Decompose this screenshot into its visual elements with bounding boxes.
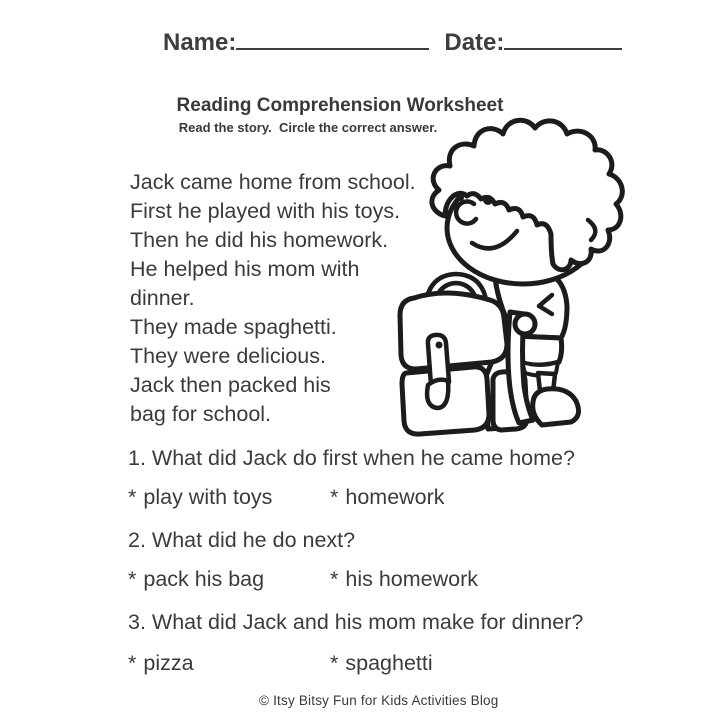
- story-line: They were delicious.: [130, 344, 326, 368]
- story-line: Jack then packed his: [130, 373, 331, 397]
- option-label: his homework: [345, 567, 479, 591]
- story-text: [130, 168, 416, 429]
- boy-hand: [515, 314, 535, 334]
- story-line: bag for school.: [130, 402, 272, 426]
- question-3-option-1[interactable]: [128, 651, 194, 676]
- backpack-flap: [400, 293, 507, 369]
- boy-eye-right: [483, 195, 493, 205]
- question-2-option-1[interactable]: [128, 567, 264, 592]
- story-line: Jack came home from school.: [130, 170, 416, 194]
- instructions-text: Read the story. Circle the correct answer.: [178, 120, 438, 135]
- asterisk-bullet: *: [128, 651, 137, 675]
- page-title: Reading Comprehension Worksheet: [176, 95, 504, 116]
- option-label: play with toys: [143, 485, 273, 509]
- question-1-text: 1. What did Jack do first when he came home?: [128, 446, 575, 470]
- boy-shoe: [533, 389, 579, 425]
- question-2-text: 2. What did he do next?: [128, 528, 356, 552]
- question-3-text: 3. What did Jack and his mom make for dinner?: [128, 610, 584, 634]
- backpack-buckle-dot: [436, 342, 443, 349]
- story-line: He helped his mom with: [130, 257, 360, 281]
- asterisk-bullet: *: [330, 485, 339, 509]
- question-2-options: [0, 567, 728, 597]
- story-line: dinner.: [130, 286, 195, 310]
- story-line: Then he did his homework.: [130, 228, 389, 252]
- option-label: pack his bag: [143, 567, 265, 591]
- asterisk-bullet: *: [128, 485, 137, 509]
- question-3-option-2[interactable]: [330, 651, 433, 676]
- question-1-option-2[interactable]: [330, 485, 445, 510]
- date-label: Date:: [444, 29, 505, 56]
- backpack-buckle-tip: [427, 380, 448, 408]
- asterisk-bullet: *: [330, 567, 339, 591]
- question-1-option-1[interactable]: [128, 485, 272, 510]
- question-2-option-2[interactable]: [330, 567, 478, 592]
- option-label: pizza: [143, 651, 194, 675]
- date-blank-line[interactable]: [504, 46, 622, 50]
- story-line: They made spaghetti.: [130, 315, 337, 339]
- name-date-row: [163, 29, 622, 57]
- question-1-options: [0, 485, 728, 515]
- question-3-options: [0, 651, 728, 681]
- boy-nose: [456, 202, 476, 224]
- story-line: First he played with his toys.: [130, 199, 401, 223]
- name-blank-line[interactable]: [236, 46, 429, 50]
- option-label: spaghetti: [345, 651, 433, 675]
- name-label: Name:: [163, 29, 237, 56]
- boy-with-backpack-illustration: [395, 116, 645, 448]
- option-label: homework: [345, 485, 445, 509]
- copyright-credit: © Itsy Bitsy Fun for Kids Activities Blog: [259, 693, 499, 708]
- asterisk-bullet: *: [330, 651, 339, 675]
- asterisk-bullet: *: [128, 567, 137, 591]
